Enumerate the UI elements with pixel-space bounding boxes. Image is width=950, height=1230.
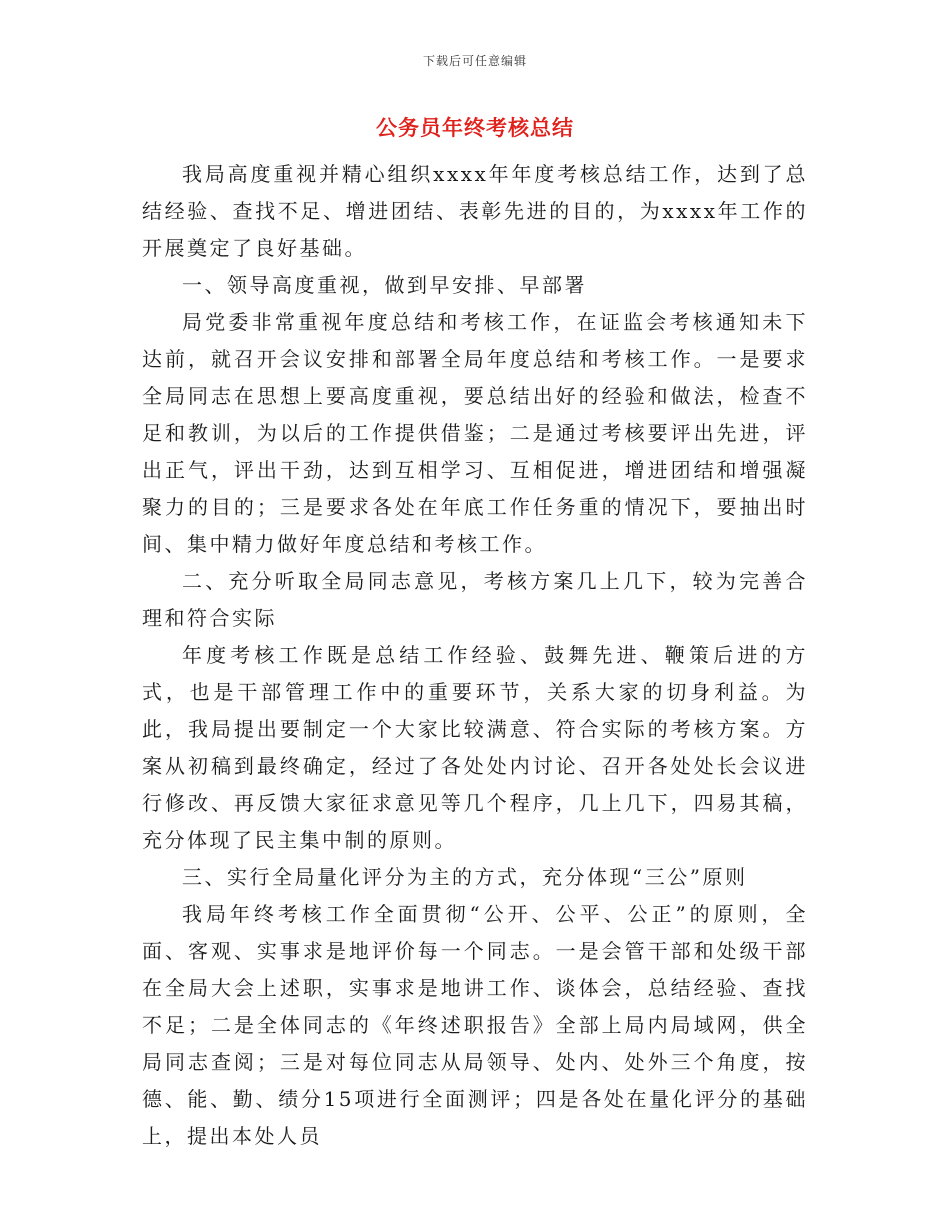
section-heading-1: 一、领导高度重视，做到早安排、早部署 bbox=[182, 273, 587, 297]
paragraph-section-1: 局党委非常重视年度总结和考核工作，在证监会考核通知未下达前，就召开会议安排和部署全局年度总结和考核工作。一是要求全局同志在思想上要高度重视，要总结出好的经验和做法，检查不足和教训，为以后的工作提供借鉴；二是通过考核要评出先进，评出正气，评出干劲，达到互相学习、互相促进，增进团结和增强凝聚力的目的；三是要求各处在年底工作任务重的情况下，要抽出时间、集中精力做好年度总结和考核工作。 bbox=[142, 310, 808, 556]
paragraph-section-2: 年度考核工作既是总结工作经验、鼓舞先进、鞭策后进的方式，也是干部管理工作中的重要环节，关系大家的切身利益。为此，我局提出要制定一个大家比较满意、符合实际的考核方案。方案从初稿到最终确定，经过了各处处内讨论、召开各处处长会议进行修改、再反馈大家征求意见等几个程序，几上几下，四易其稿，充分体现了民主集中制的原则。 bbox=[142, 643, 808, 852]
header-note: 下载后可任意编辑 bbox=[422, 54, 527, 68]
section-heading-2: 二、充分听取全局同志意见，考核方案几上几下，较为完善合理和符合实际 bbox=[142, 569, 808, 630]
paragraph-section-3: 我局年终考核工作全面贯彻“公开、公平、公正”的原则，全面、客观、实事求是地评价每一个同志。一是会管干部和处级干部在全局大会上述职，实事求是地讲工作、谈体会，总结经验、查找不足；二是全体同志的《年终述职报告》全部上局内局域网，供全局同志查阅；三是对每位同志从局领导、处内、处外三个角度，按德、能、勤、绩分15项进行全面测评；四是各处在量化评分的基础上，提出本处人员 bbox=[142, 902, 808, 1148]
document-title: 公务员年终考核总结 bbox=[376, 116, 574, 140]
section-heading-3: 三、实行全局量化评分为主的方式，充分体现“三公”原则 bbox=[182, 865, 748, 889]
paragraph-intro: 我局高度重视并精心组织xxxx年年度考核总结工作，达到了总结经验、查找不足、增进团结、表彰先进的目的，为xxxx年工作的开展奠定了良好基础。 bbox=[142, 162, 808, 260]
document-body bbox=[142, 156, 808, 1155]
